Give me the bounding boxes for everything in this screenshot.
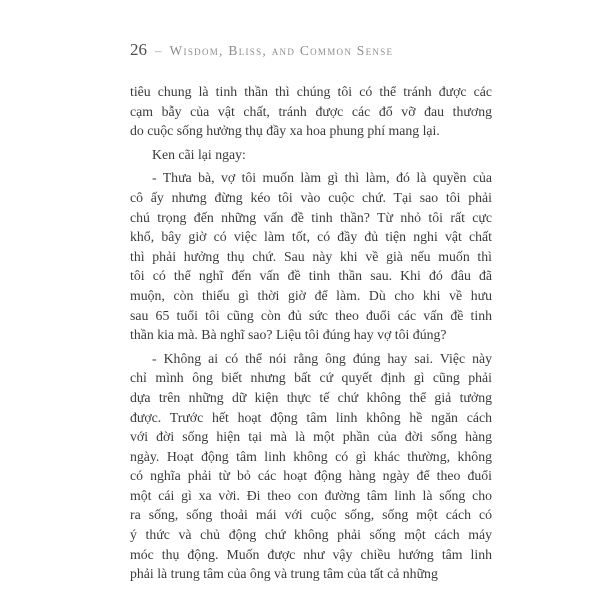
text-line: Ken cãi lại ngay: bbox=[152, 146, 246, 162]
paragraph bbox=[130, 82, 492, 141]
text-line: có nghĩa phải từ bỏ các hoạt động hàng ngày để theo đuổi bbox=[130, 468, 492, 484]
text-line: phải là trung tâm của ông và trung tâm của tất cả những bbox=[130, 566, 438, 582]
paragraph bbox=[130, 145, 492, 165]
text-line: được. Trước hết hoạt động tâm linh không hề ngăn cách bbox=[130, 409, 492, 425]
text-line: cạm bẫy của vật chất, tránh được các đổ vỡ đau thương bbox=[130, 103, 492, 119]
text-line: tôi có thể nghĩ đến vấn đề tinh thần sau. Khi đó đâu đã bbox=[130, 268, 492, 284]
text-line: sau 65 tuổi tôi cũng còn đủ sức theo đuổi các vấn đề tinh bbox=[130, 307, 492, 323]
text-line: một cái gì xa vời. Đi theo con đường tâm linh là sống cho bbox=[130, 487, 492, 503]
page-body bbox=[130, 82, 492, 584]
running-title: Wisdom, Bliss, and Common Sense bbox=[169, 43, 394, 58]
text-line: muộn, còn thiếu gì thời giờ để làm. Dù cho khi về hưu bbox=[130, 287, 492, 303]
text-line: móc thụ động. Muốn được như vậy chiều hướng tâm linh bbox=[130, 546, 492, 562]
text-line: thần kia mà. Bà nghĩ sao? Liệu tôi đúng hay vợ tôi đúng? bbox=[130, 327, 447, 343]
text-line: - Không ai có thể nói rằng ông đúng hay sai. Việc này bbox=[152, 350, 492, 366]
text-line: cô ấy nhưng đừng kéo tôi vào cuộc chứ. Tại sao tôi phải bbox=[130, 189, 492, 205]
text-line: khổ, bây giờ có việc làm tốt, có đầy đủ tiện nghi vật chất bbox=[130, 229, 492, 245]
text-line: chỉ mình ông biết nhưng bất cứ quyết định gì cũng phải bbox=[130, 370, 492, 386]
text-line: ngày. Hoạt động tâm linh không có gì khác thường, không bbox=[130, 448, 492, 464]
running-header bbox=[130, 40, 492, 60]
text-line: - Thưa bà, vợ tôi muốn làm gì thì làm, đó là quyền của bbox=[152, 170, 492, 186]
text-line: với đời sống hiện tại mà là một phần của đời sống hàng bbox=[130, 429, 492, 445]
text-line: do cuộc sống hưởng thụ đầy xa hoa phung phí mang lại. bbox=[130, 123, 440, 139]
header-separator: – bbox=[155, 43, 162, 58]
page-number: 26 bbox=[130, 40, 147, 59]
text-line: dựa trên những dữ kiện thực tế chứ không thể giả tưởng bbox=[130, 389, 492, 405]
text-line: chú trọng đến những vấn đề tinh thần? Từ nhỏ tôi rất cực bbox=[130, 209, 492, 225]
text-line: ra sống, sống thoải mái với cuộc sống, sống một cách có bbox=[130, 507, 492, 523]
book-page bbox=[130, 40, 492, 584]
paragraph bbox=[130, 349, 492, 584]
text-line: tiêu chung là tinh thần thì chúng tôi có thể tránh được các bbox=[130, 84, 492, 99]
text-line: ý thức và chủ động chứ không phải sống một cách máy bbox=[130, 527, 492, 543]
paragraph bbox=[130, 168, 492, 344]
text-line: thì phải hưởng thụ chứ. Sau này khi về già nếu muốn thì bbox=[130, 248, 492, 264]
